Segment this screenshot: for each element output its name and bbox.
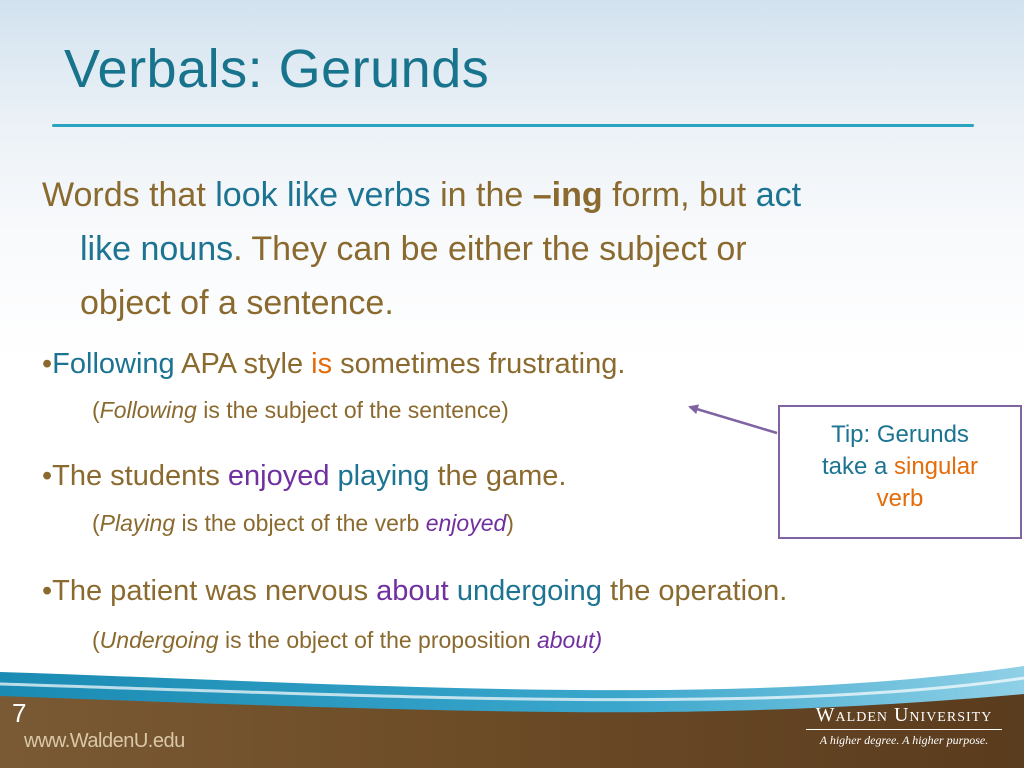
note-paren: (	[92, 397, 100, 423]
note-text: is the object of the proposition	[218, 627, 537, 653]
sentence-text: the operation.	[601, 575, 788, 607]
tip-line-1: Tip: Gerunds	[831, 421, 969, 448]
intro-text: . They can be either the subject or	[233, 230, 747, 268]
note-paren: (	[92, 510, 100, 536]
intro-line-3: object of a sentence.	[80, 284, 394, 322]
intro-text: form, but	[602, 176, 756, 214]
intro-highlight: act	[755, 176, 802, 214]
intro-ing-suffix: –ing	[532, 176, 603, 214]
gerund-word: Following	[52, 348, 175, 380]
note-text: is the subject of the sentence)	[196, 397, 509, 423]
bullet-marker: •	[42, 460, 53, 492]
tip-highlight: singular	[894, 453, 979, 480]
logo-name: Walden University	[806, 704, 1002, 730]
tip-line-3: verb	[876, 485, 924, 512]
intro-highlight: like nouns	[80, 230, 234, 268]
footer-url: www.WaldenU.edu	[24, 730, 185, 752]
intro-text: in the	[430, 176, 533, 214]
sentence-text: sometimes frustrating.	[332, 348, 626, 380]
preposition-word: about	[376, 575, 449, 607]
note-verb: enjoyed	[425, 510, 507, 536]
logo-tagline: A higher degree. A higher purpose.	[819, 733, 989, 747]
gerund-word: undergoing	[456, 575, 602, 607]
tip-text: take a	[821, 453, 894, 480]
sentence-text: The patient was nervous	[52, 575, 377, 607]
tip-callout	[778, 405, 1022, 539]
bullet-marker: •	[42, 348, 53, 380]
intro-text: Words that	[42, 176, 216, 214]
sentence-text: the game.	[429, 460, 567, 492]
tip-line-2	[780, 451, 1020, 483]
walden-university-logo	[806, 704, 1002, 748]
bullet-marker: •	[42, 575, 53, 607]
gerund-word: playing	[337, 460, 430, 492]
note-text: is the object of the verb	[175, 510, 426, 536]
sentence-text: The students	[52, 460, 228, 492]
slide-title: Verbals: Gerunds	[64, 39, 490, 99]
note-gerund: Playing	[99, 510, 176, 536]
intro-highlight: look like verbs	[215, 176, 431, 214]
note-paren: )	[506, 510, 514, 536]
verb-word: is	[311, 348, 333, 380]
note-paren: )	[594, 627, 603, 653]
note-paren: (	[92, 627, 100, 653]
note-preposition: about	[536, 627, 595, 653]
sentence-text: APA style	[174, 348, 312, 380]
note-gerund: Following	[99, 397, 197, 423]
verb-word: enjoyed	[227, 460, 330, 492]
note-gerund: Undergoing	[99, 627, 219, 653]
page-number: 7	[12, 698, 27, 728]
